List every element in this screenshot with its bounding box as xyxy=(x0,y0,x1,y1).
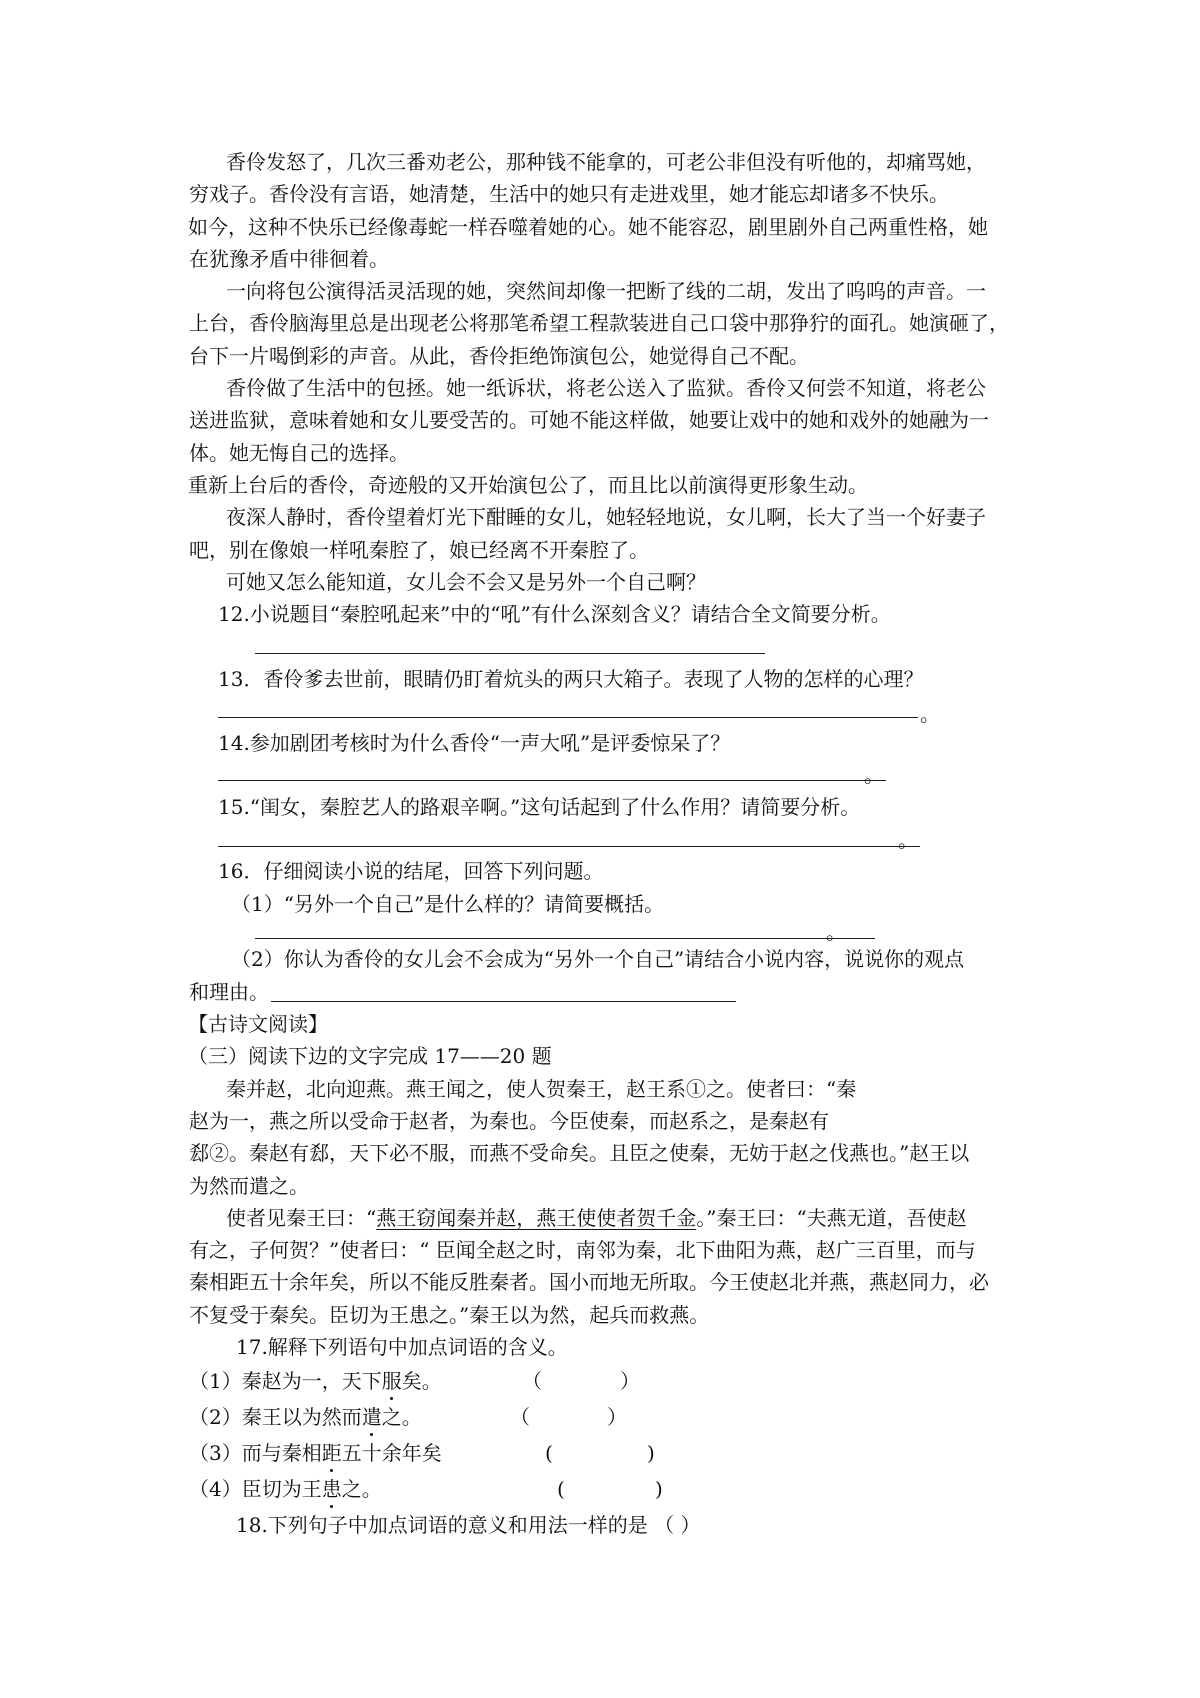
story-line: 上台，香伶脑海里总是出现老公将那笔希望工程款装进自己口袋中那狰狞的面孔。她演砸了， xyxy=(189,311,1009,335)
paren-open: （ xyxy=(522,1369,542,1393)
paren-open: （ xyxy=(510,1405,530,1429)
classical-line: 有之，子何贺？”使者曰：“ 臣闻全赵之时，南邻为秦，北下曲阳为燕，赵广三百里，而与 xyxy=(189,1238,976,1262)
period: 。 xyxy=(898,828,918,852)
question-17: 17.解释下列语句中加点词语的含义。 xyxy=(236,1335,568,1359)
paren-close: ) xyxy=(655,1477,663,1501)
classical-line: 不复受于秦矣。臣切为王患之。”秦王以为然，起兵而救燕。 xyxy=(189,1303,710,1327)
question-18: 18.下列句子中加点词语的意义和用法一样的是 （ ） xyxy=(236,1513,701,1537)
dotted-word: 服 xyxy=(381,1369,402,1393)
answer-line-13[interactable] xyxy=(218,717,918,718)
question-15: 15.“闺女，秦腔艺人的路艰辛啊。”这句话起到了什么作用？请简要分析。 xyxy=(218,795,861,819)
story-line: 可她又怎么能知道，女儿会不会又是另外一个自己啊？ xyxy=(226,570,706,594)
dotted-word: 距 xyxy=(321,1441,342,1465)
story-line: 重新上台后的香伶，奇迹般的又开始演包公了，而且比以前演得更形象生动。 xyxy=(188,473,868,497)
dotted-word: 遣 xyxy=(361,1405,382,1429)
exercise-item-4 xyxy=(189,1475,382,1503)
story-line: 在犹豫矛盾中徘徊着。 xyxy=(189,247,389,271)
story-line: 送进监狱，意味着她和女儿要受苦的。可她不能这样做，她要让戏中的她和戏外的她融为一 xyxy=(189,408,989,432)
answer-line-16-1[interactable] xyxy=(255,938,875,939)
answer-line-14[interactable] xyxy=(218,780,886,781)
underlined-sentence: 燕王窃闻秦并赵，燕王使使者贺千金 xyxy=(376,1206,697,1230)
answer-line-15[interactable] xyxy=(218,846,920,847)
paren-open: ( xyxy=(545,1441,553,1465)
text-run: （2）秦王以为然而 xyxy=(189,1405,362,1429)
exercise-item-2 xyxy=(189,1403,422,1431)
question-16-2: （2）你认为香伶的女儿会不会成为“另外一个自己”请结合小说内容，说说你的观点 xyxy=(231,947,965,971)
question-16-2-tail: 和理由。 xyxy=(189,980,269,1004)
period: 。 xyxy=(826,920,846,944)
answer-line-16-2[interactable] xyxy=(271,1001,736,1002)
story-line: 香伶做了生活中的包拯。她一纸诉状，将老公送入了监狱。香伶又何尝不知道，将老公 xyxy=(226,376,986,400)
paren-close: ) xyxy=(647,1441,655,1465)
classical-line: 秦并赵，北向迎燕。燕王闻之，使人贺秦王，赵王系①之。使者曰：“秦 xyxy=(226,1077,857,1101)
story-line: 台下一片喝倒彩的声音。从此，香伶拒绝饰演包公，她觉得自己不配。 xyxy=(189,344,809,368)
text-run: （4）臣切为王 xyxy=(189,1477,322,1501)
text-run: 五十余年矣 xyxy=(341,1441,442,1465)
story-line: 如今，这种不快乐已经像毒蛇一样吞噬着她的心。她不能容忍，剧里剧外自己两重性格，她 xyxy=(188,215,988,239)
text-run: （1）秦赵为一，天下 xyxy=(189,1369,382,1393)
classical-line: 为然而遣之。 xyxy=(189,1174,309,1198)
text-run: （3）而与秦相 xyxy=(189,1441,322,1465)
period: 。 xyxy=(864,763,884,787)
text-run: 之。 xyxy=(381,1405,422,1429)
classical-line: 秦相距五十余年矣，所以不能反胜秦者。国小而地无所取。今王使赵北并燕，燕赵同力，必 xyxy=(189,1270,989,1294)
classical-line: 郄②。秦赵有郄，天下必不服，而燕不受命矣。且臣之使秦，无妨于赵之伐燕也。”赵王以 xyxy=(189,1141,970,1165)
text-run: 。”秦王曰：“夫燕无道，吾使赵 xyxy=(696,1206,967,1230)
answer-line-12[interactable] xyxy=(255,653,765,654)
question-14: 14.参加剧团考核时为什么香伶“一声大吼”是评委惊呆了？ xyxy=(218,731,731,755)
text-run: 矣。 xyxy=(401,1369,442,1393)
paren-open: ( xyxy=(557,1477,565,1501)
text-run: 之。 xyxy=(341,1477,382,1501)
story-line: 夜深人静时，香伶望着灯光下酣睡的女儿，她轻轻地说，女儿啊，长大了当一个好妻子 xyxy=(226,505,986,529)
dotted-word: 患 xyxy=(321,1477,342,1501)
paren-close: ） xyxy=(620,1369,640,1393)
classical-line: 赵为一，燕之所以受命于赵者，为秦也。今臣使秦，而赵系之，是秦赵有 xyxy=(189,1109,829,1133)
question-13: 13．香伶爹去世前，眼睛仍盯着炕头的两只大箱子。表现了人物的怎样的心理？ xyxy=(218,667,924,691)
section-intro: （三）阅读下边的文字完成 17——20 题 xyxy=(188,1044,552,1068)
story-line: 一向将包公演得活灵活现的她，突然间却像一把断了线的二胡，发出了呜呜的声音。一 xyxy=(226,279,986,303)
question-16: 16．仔细阅读小说的结尾，回答下列问题。 xyxy=(218,859,604,883)
question-16-1: （1）“另外一个自己”是什么样的？请简要概括。 xyxy=(231,892,665,916)
exercise-item-3 xyxy=(189,1439,442,1467)
story-line: 体。她无悔自己的选择。 xyxy=(189,441,409,465)
period: 。 xyxy=(920,702,940,726)
story-line: 香伶发怒了，几次三番劝老公，那种钱不能拿的，可老公非但没有听他的，却痛骂她， xyxy=(226,150,986,174)
paren-close: ） xyxy=(607,1405,627,1429)
text-run: 使者见秦王曰：“ xyxy=(226,1206,377,1230)
question-12: 12.小说题目“秦腔吼起来”中的“吼”有什么深刻含义？请结合全文简要分析。 xyxy=(218,602,891,626)
exercise-item-1 xyxy=(189,1367,442,1395)
classical-line xyxy=(226,1204,967,1232)
story-line: 吧，别在像娘一样吼秦腔了，娘已经离不开秦腔了。 xyxy=(189,538,649,562)
story-line: 穷戏子。香伶没有言语，她清楚，生活中的她只有走进戏里，她才能忘却诸多不快乐。 xyxy=(189,182,949,206)
section-heading: 【古诗文阅读】 xyxy=(188,1012,328,1036)
